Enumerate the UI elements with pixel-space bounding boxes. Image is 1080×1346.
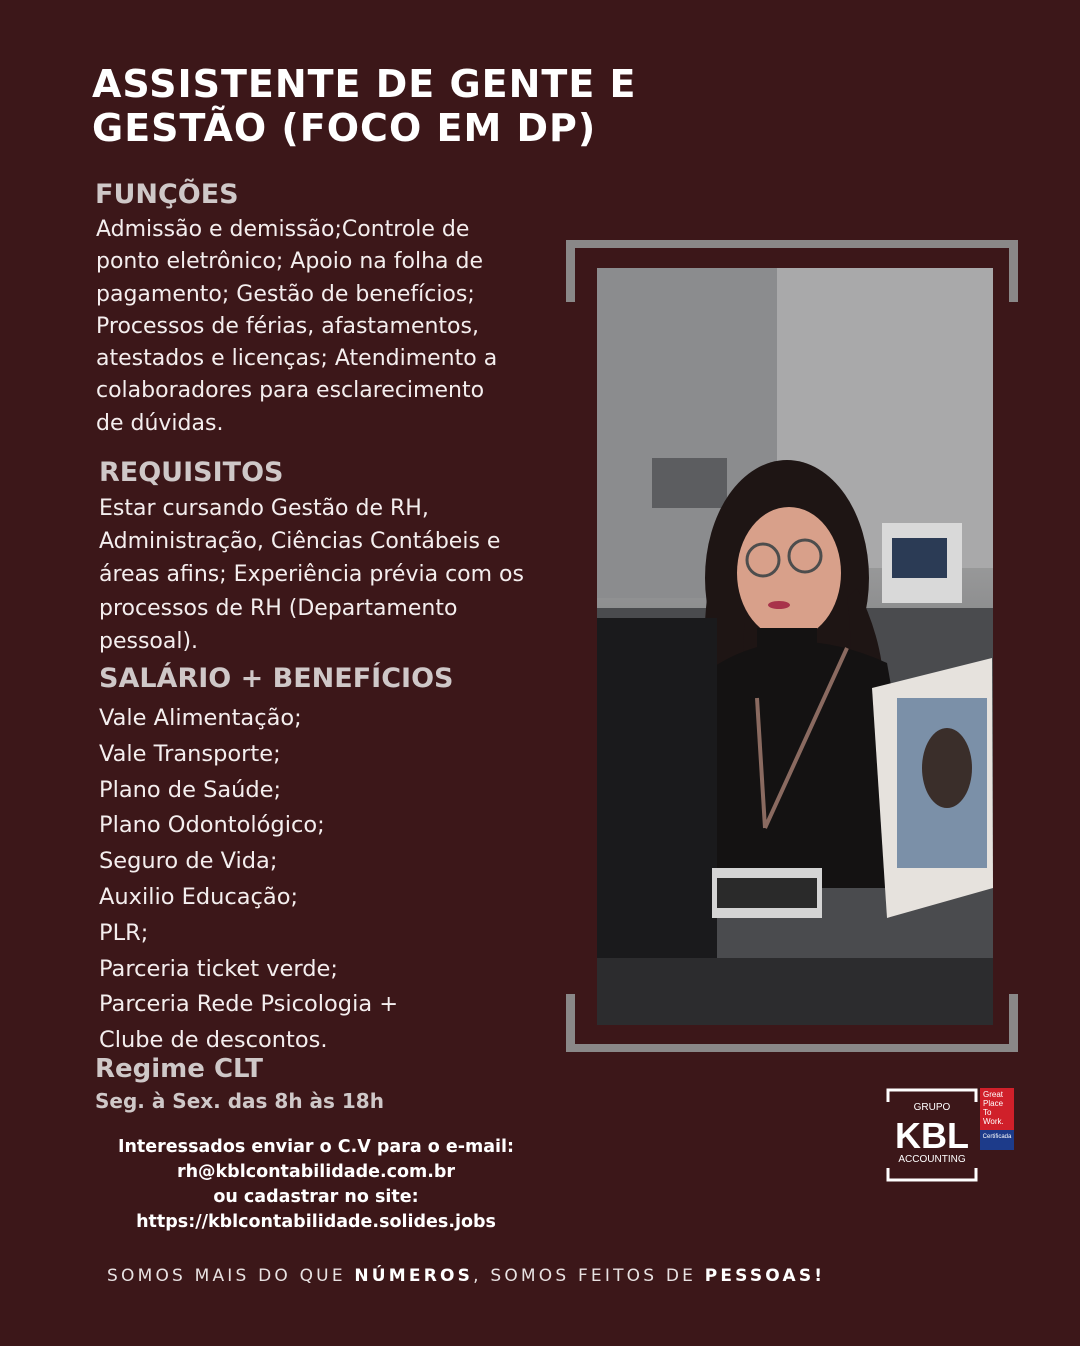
requisitos-line: áreas afins; Experiência prévia com os — [99, 562, 524, 588]
list-item: Vale Transporte; — [99, 740, 281, 767]
beneficios-heading: SALÁRIO + BENEFÍCIOS — [99, 663, 454, 694]
funcoes-line: Processos de férias, afastamentos, — [96, 313, 479, 339]
list-item: Parceria ticket verde; — [99, 955, 338, 982]
list-item: Vale Alimentação; — [99, 705, 302, 731]
requisitos-line: pessoal). — [99, 628, 199, 654]
funcoes-line: Admissão e demissão;Controle de — [96, 217, 470, 242]
list-item: Clube de descontos. — [99, 1027, 328, 1054]
slogan-part: SOMOS MAIS DO QUE — [107, 1266, 355, 1286]
svg-text:GRUPO: GRUPO — [913, 1102, 951, 1113]
requisitos-line: Estar cursando Gestão de RH, — [99, 496, 429, 521]
slogan-bold: NÚMEROS — [354, 1266, 474, 1286]
job-title: ASSISTENTE DE GENTE E GESTÃO (FOCO EM DP) — [92, 62, 637, 150]
list-item: Plano Odontológico; — [99, 812, 325, 839]
slogan — [107, 1266, 825, 1286]
requisitos-text — [99, 492, 524, 658]
contact-site-link[interactable]: https://kblcontabilidade.solides.jobs — [136, 1212, 496, 1232]
funcoes-line: de dúvidas. — [96, 410, 224, 436]
funcoes-heading: FUNÇÕES — [95, 179, 239, 210]
contact-site-instruction: ou cadastrar no site: — [213, 1187, 419, 1207]
regime-label: Regime CLT — [95, 1054, 264, 1084]
list-item: Parceria Rede Psicologia + — [99, 991, 399, 1018]
list-item: Plano de Saúde; — [99, 776, 282, 803]
requisitos-heading: REQUISITOS — [99, 457, 284, 488]
contact-instruction: Interessados enviar o C.V para o e-mail: — [117, 1137, 515, 1157]
gptw-badge — [980, 1088, 1014, 1150]
contact-block — [96, 1135, 536, 1235]
funcoes-line: pagamento; Gestão de benefícios; — [96, 281, 475, 307]
slogan-part: , SOMOS FEITOS DE — [473, 1266, 705, 1286]
funcoes-line: ponto eletrônico; Apoio na folha de — [96, 249, 483, 275]
svg-text:KBL: KBL — [895, 1115, 969, 1156]
gptw-cert: Certificada — [980, 1130, 1014, 1150]
beneficios-list — [99, 701, 398, 1059]
requisitos-line: processos de RH (Departamento — [99, 595, 458, 621]
requisitos-line: Administração, Ciências Contábeis e — [99, 529, 501, 555]
funcoes-text — [96, 214, 497, 440]
kbl-logo — [886, 1088, 978, 1182]
list-item: Seguro de Vida; — [99, 848, 278, 875]
funcoes-line: atestados e licenças; Atendimento a — [96, 346, 498, 372]
list-item: PLR; — [99, 919, 149, 946]
schedule-label: Seg. à Sex. das 8h às 18h — [95, 1089, 384, 1113]
funcoes-line: colaboradores para esclarecimento — [96, 378, 485, 404]
slogan-bold: PESSOAS! — [704, 1266, 826, 1286]
contact-email[interactable]: rh@kblcontabilidade.com.br — [176, 1162, 456, 1182]
list-item: Auxilio Educação; — [99, 883, 299, 910]
gptw-text: Great Place To Work. — [983, 1090, 1004, 1126]
photo-illustration — [597, 268, 993, 1025]
svg-text:ACCOUNTING: ACCOUNTING — [898, 1154, 966, 1165]
employee-photo — [597, 268, 993, 1025]
